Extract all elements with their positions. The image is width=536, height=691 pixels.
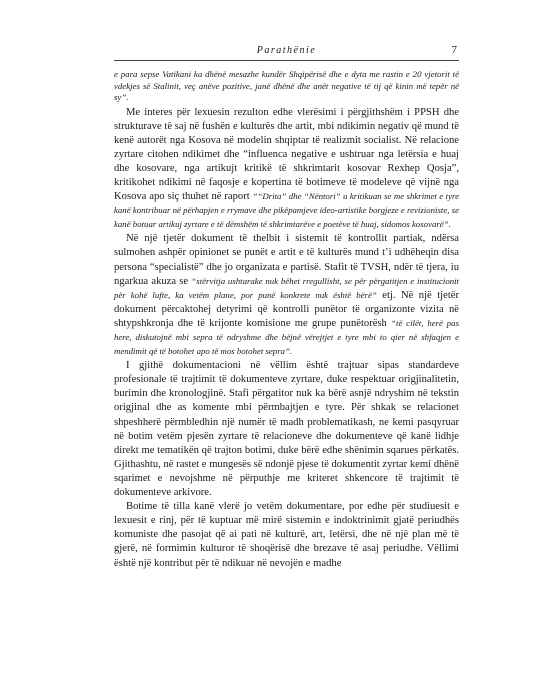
italic-quote: ““Drita” dhe “Nëntori” u kritikuan se me shkrimet e tyre kanë kontribuar në përhapjen e rrymave dhe pikëpamjeve ideo-artistike borgjeze e revizioniste, se kanë botuar artikuj zyrtare e të dëmshëm të shkrimtarëve e poetëve të huaj, sidomos kosovarë”. [114, 191, 459, 230]
paragraph: I gjithë dokumentacioni në vëllim është trajtuar sipas standardeve profesionale të trajtimit të dokumenteve zyrtare, duke respektuar origjinalitetin, burimin dhe kronologjinë. Stafi përgatitor nuk ka bërë asnjë ndryshim në tekstin origjinal dhe as komente mbi përmbajtjen e tyre. Për shkak se relacionet shpeshherë përmbledhin një numër të madh problematikash, ne kemi pasqyruar në botim vetëm pjesën zyrtare të relacioneve dhe dokumenteve që kanë lidhje direkt me tematikën që trajton botimi, duke bërë edhe shënimin sqarues përkatës. Gjithashtu, në rastet e mungesës së ndonjë pjese të dokumentit zyrtar kemi dhënë sqarimet e nevojshme në përputhje me kriteret shkencore të trajtimit të dokumenteve arkivore. [114, 360, 459, 499]
italic-quote: “stërvitja ushtarake nuk bëhet rregullisht, se për përgatitjen e institucionit për kohë lufte, ka vetëm plane, por punë konkrete nuk është bërë” [114, 275, 460, 300]
paragraph-text: Me interes për lexuesin rezulton edhe vlerësimi i përgjithshëm i PPSH dhe strukturave të saj në fushën e kulturës dhe artit, mbi ndikimin negativ që mund të kenë autorët nga Kosova në modelin shqiptar të realizmit socialist. Në relacione zyrtare citohen ndikimet dhe “influenca negative e ushtruar nga letërsia e huaj dhe kosovare, nga artikujt kritikë të shkrimtarit kosovar Rexhep Qosja”, kritikohet ndikimi në faqosje e kopertina të botimeve të modeleve që vijnë nga Kosova apo siç thuhet në raport [114, 106, 459, 203]
paragraph [114, 106, 459, 233]
paragraph [114, 232, 459, 359]
paragraph-text: etj. Në një tjetër dokument përcaktohej detyrimi që kontrolli punëtor të organizonte vizita në shtypshkronja dhe të krijonte komisione me grupe punëtorësh [114, 289, 459, 329]
body-text [114, 69, 459, 571]
running-title: Parathënie [256, 45, 317, 56]
paragraph-text: Në një tjetër dokument të thelbit i sistemit të kontrollit partiak, ndërsa sulmohen ashpër opinionet se punët e artit e të kulturës mund t’i udhëheqin disa persona “specialistë” dhe jo organizata e partisë. Stafit të TVSH, ndër të tjera, iu ngarkua akuza se [114, 233, 459, 287]
page-number: 7 [451, 44, 457, 56]
italic-quote: “të cilët, herë pas here, diskutojnë mbi sepra të ndryshme dhe bëjnë vërejtjet e tyre mbi to qier në shfaqjen e mendimit që të botohet apo të mos botohet sepra”. [114, 317, 460, 357]
paragraph: Botime të tilla kanë vlerë jo vetëm dokumentare, por edhe për studiuesit e lexuesit e rinj, për të kuptuar më mirë sistemin e indoktrinimit gjatë periudhës komuniste dhe pasojat që ai pati në kulturë, art, letërsi, dhe në një plan më të gjerë, në formimin kulturor të shoqërisë dhe brezave të asaj periudhe. Vëllimi është një kontribut për të ndikuar në nevojën e madhe [114, 501, 459, 569]
paragraph-continuation: e para sepse Vatikani ka dhënë mesazhe kundër Shqipërisë dhe e dyta me rastin e 20 vjetorit të vdekjes së Stalinit, veç anëve pozitive, janë dhënë dhe anët negative të tij që kinin më tepër në sy”. [114, 69, 459, 102]
running-header [114, 45, 459, 61]
